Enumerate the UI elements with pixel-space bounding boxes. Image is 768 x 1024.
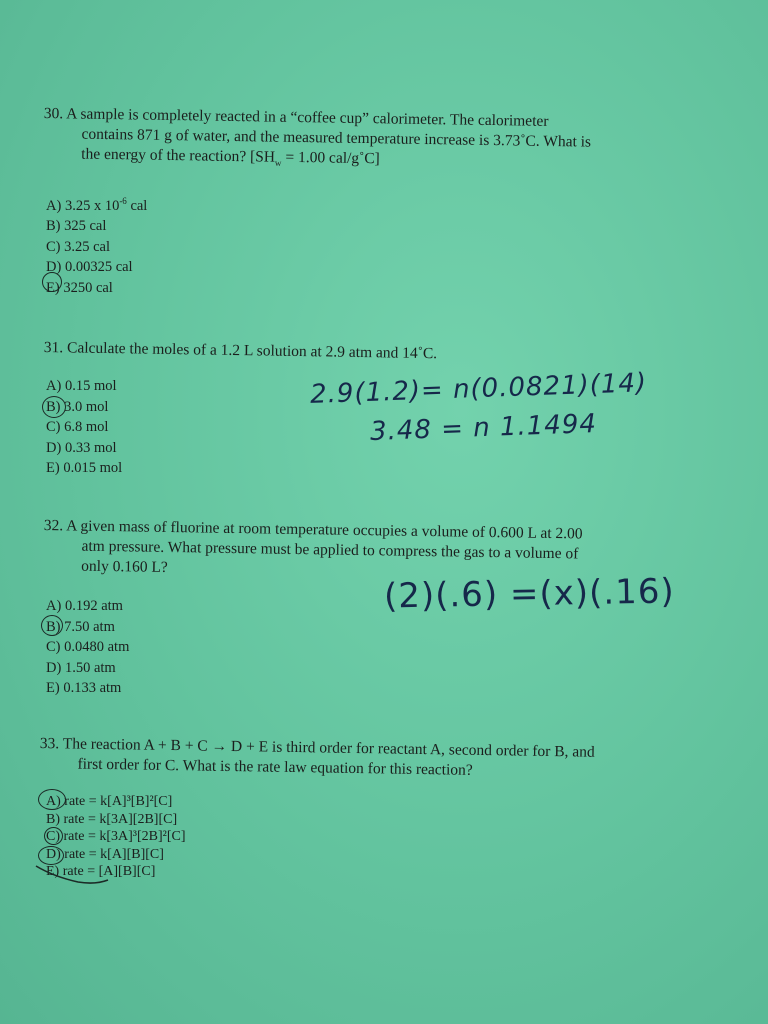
handwritten-work: (2)(.6) =(x)(.16) xyxy=(383,571,676,617)
strike-mark xyxy=(34,860,114,890)
option-text: 0.015 mol xyxy=(63,460,123,476)
stem-text: the energy of the reaction? [SH xyxy=(81,145,276,166)
option-label: B) xyxy=(46,811,60,827)
question-30 xyxy=(43,104,704,179)
option-label: D) xyxy=(46,846,61,862)
option-label: D) xyxy=(46,439,62,456)
option-text: 0.15 mol xyxy=(64,378,117,394)
option-c[interactable] xyxy=(46,637,129,658)
option-text: rate = k[A]³[B]²[C] xyxy=(64,794,173,809)
question-31-stem xyxy=(44,338,704,368)
answer-circle-32 xyxy=(41,615,63,636)
question-32-options xyxy=(46,596,129,699)
stem-text: = 1.00 cal/g˚C] xyxy=(281,148,380,168)
option-e[interactable] xyxy=(46,458,122,479)
question-number: 30. xyxy=(43,104,64,123)
answer-circle-33 xyxy=(38,789,66,810)
option-e[interactable] xyxy=(46,678,129,699)
question-number: 32. xyxy=(43,516,64,535)
option-text: 0.00325 cal xyxy=(64,259,133,276)
option-label: A) xyxy=(46,598,62,614)
option-text: rate = [A][B][C] xyxy=(62,864,156,879)
option-text: 1.50 atm xyxy=(64,659,116,676)
option-text: 7.50 atm xyxy=(64,618,115,635)
option-c[interactable] xyxy=(46,417,122,438)
question-31-options xyxy=(46,376,122,479)
stem-line: The reaction A + B + C → D + E is third order for reactant A, second order for B, and xyxy=(62,735,595,761)
option-label: D) xyxy=(46,259,62,276)
option-a[interactable] xyxy=(46,376,122,397)
option-label: C) xyxy=(46,238,61,255)
stem-line: Calculate the moles of a 1.2 L solution at 2.9 atm and 14˚C. xyxy=(66,339,438,363)
option-c[interactable] xyxy=(46,237,147,258)
stem-line: only 0.160 L? xyxy=(81,557,168,576)
option-d[interactable] xyxy=(46,257,147,278)
option-a[interactable] xyxy=(46,596,129,617)
option-label: E) xyxy=(46,680,60,696)
option-d[interactable] xyxy=(46,658,129,679)
option-b[interactable] xyxy=(46,216,147,237)
stem-line: first order for C. What is the rate law equation for this reaction? xyxy=(77,755,473,779)
option-label: E) xyxy=(46,864,60,879)
option-text: 0.0480 atm xyxy=(64,639,130,655)
option-label: B) xyxy=(46,218,61,235)
option-text: rate = k[3A][2B][C] xyxy=(63,811,178,827)
option-text: 0.133 atm xyxy=(63,680,122,696)
option-label: C) xyxy=(46,829,60,844)
option-label: A) xyxy=(46,378,62,394)
question-31 xyxy=(44,338,704,368)
option-a[interactable] xyxy=(46,793,186,811)
handwritten-work-line-1: 2.9(1.2)= n(0.0821)(14) xyxy=(309,368,648,410)
option-text: 3.0 mol xyxy=(64,398,109,415)
option-label: B) xyxy=(46,398,61,415)
option-text: 3250 cal xyxy=(63,279,113,296)
option-label: A) xyxy=(46,794,61,809)
handwritten-work-line-2: 3.48 = n 1.1494 xyxy=(369,409,598,447)
option-label: D) xyxy=(46,659,62,676)
answer-circle-31 xyxy=(42,396,66,418)
subscript: w xyxy=(274,157,282,168)
option-text: 3.25 cal xyxy=(64,238,111,255)
option-text: rate = k[A][B][C] xyxy=(64,846,164,862)
option-text: 6.8 mol xyxy=(64,419,109,435)
option-text: 0.33 mol xyxy=(64,439,117,456)
option-text: 0.192 atm xyxy=(64,598,123,614)
question-33 xyxy=(39,734,700,784)
option-text: 325 cal xyxy=(64,218,107,235)
option-label: E) xyxy=(46,279,60,296)
stem-line: A sample is completely reacted in a “coffee cup” calorimeter. The calorimeter xyxy=(66,105,549,130)
scribble-circle-c xyxy=(44,827,63,845)
option-label: C) xyxy=(46,639,61,655)
superscript: -6 xyxy=(119,196,127,206)
option-b[interactable] xyxy=(46,811,186,829)
question-number: 31. xyxy=(43,338,64,357)
option-text: 3.25 x 10 xyxy=(64,197,120,214)
answer-circle-30 xyxy=(42,272,62,292)
option-a[interactable] xyxy=(46,191,147,216)
option-label: B) xyxy=(46,618,61,635)
stem-line: A given mass of fluorine at room temperature occupies a volume of 0.600 L at 2.00 xyxy=(66,517,583,543)
option-label: C) xyxy=(46,419,61,435)
stem-line: atm pressure. What pressure must be applied to compress the gas to a volume of xyxy=(81,537,579,563)
option-text: cal xyxy=(126,197,148,214)
question-number: 33. xyxy=(39,734,60,753)
stem-line: contains 871 g of water, and the measured temperature increase is 3.73˚C. What is xyxy=(81,125,592,151)
option-d[interactable] xyxy=(46,438,122,459)
option-c[interactable] xyxy=(46,828,186,846)
option-label: A) xyxy=(46,197,62,214)
option-label: E) xyxy=(46,460,60,476)
option-text: rate = k[3A]³[2B]²[C] xyxy=(63,829,186,844)
